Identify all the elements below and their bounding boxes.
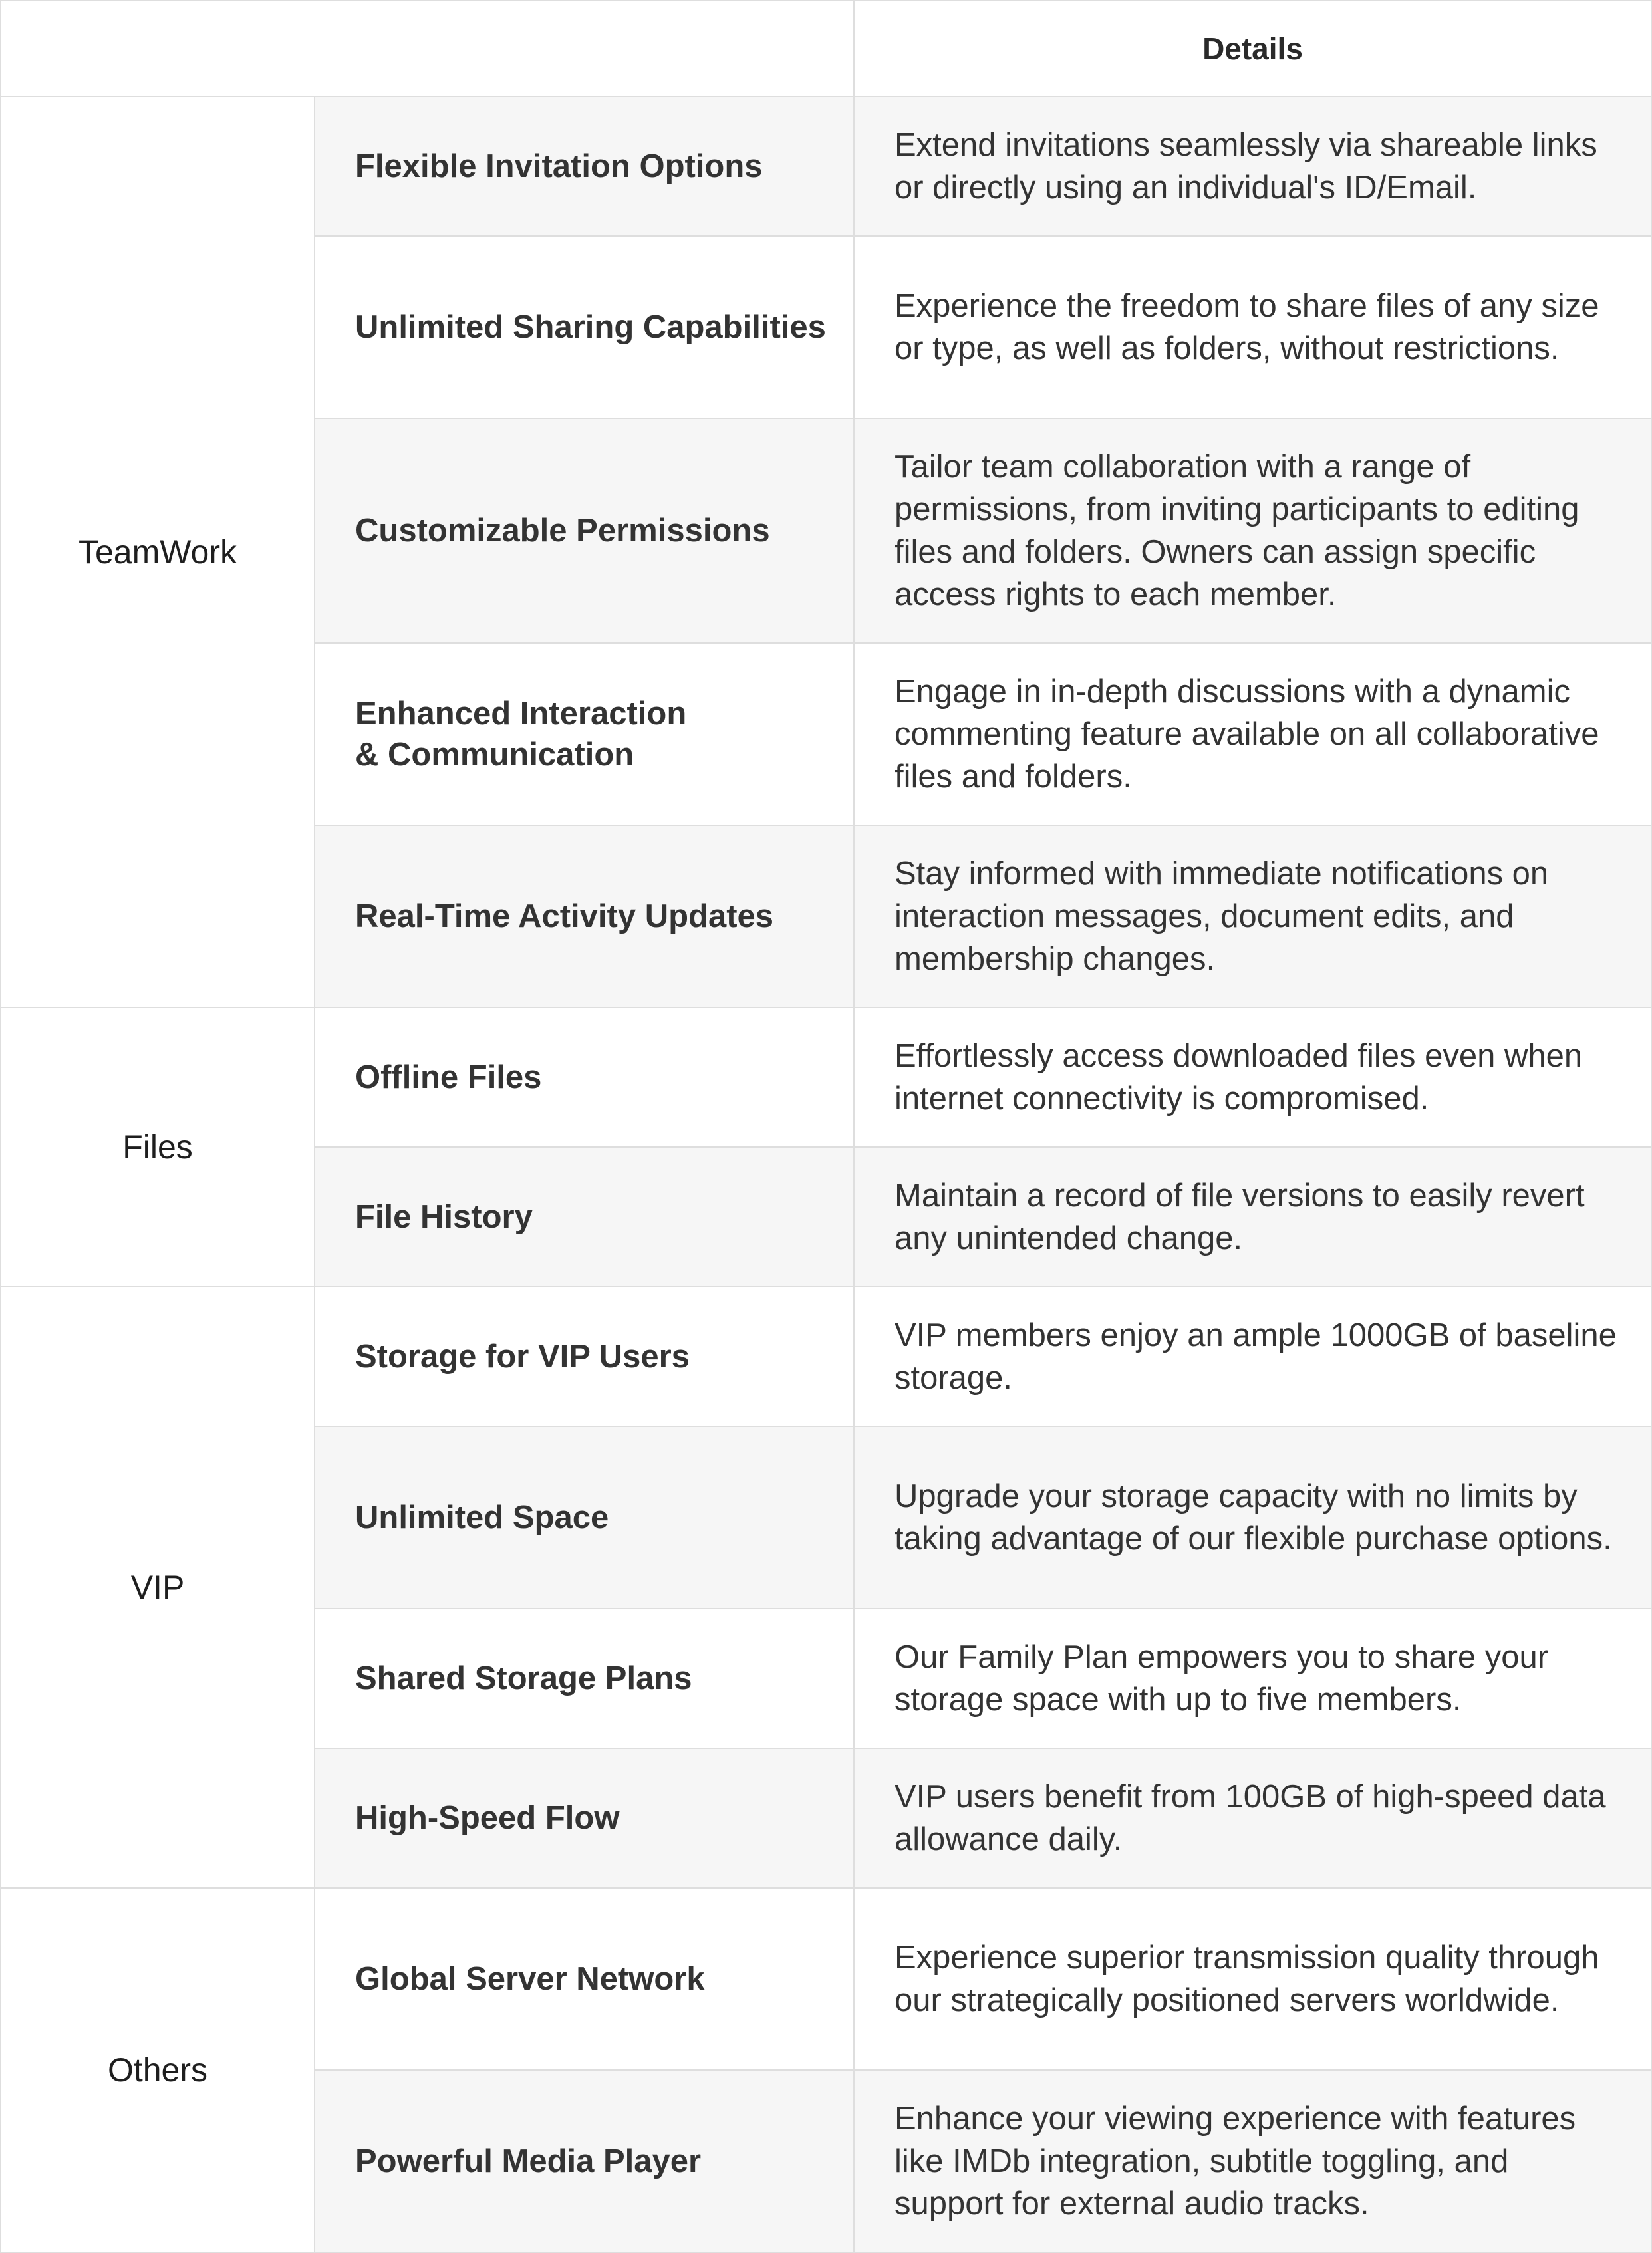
feature-name: File History [315, 1147, 854, 1287]
feature-name: Flexible Invitation Options [315, 96, 854, 236]
feature-details: VIP users benefit from 100GB of high-speed data allowance daily. [854, 1748, 1651, 1888]
category-files: Files [1, 1007, 315, 1287]
category-vip: VIP [1, 1287, 315, 1888]
feature-details: Effortlessly access downloaded files even when internet connectivity is compromised. [854, 1007, 1651, 1147]
table-header-row [1, 1, 1651, 96]
table-row [1, 1007, 1651, 1147]
feature-details: Extend invitations seamlessly via shareable links or directly using an individual's ID/Email. [854, 96, 1651, 236]
table-row [1, 1287, 1651, 1426]
feature-details: Enhance your viewing experience with features like IMDb integration, subtitle toggling, and support for external audio tracks. [854, 2070, 1651, 2252]
feature-name: Enhanced Interaction & Communication [315, 643, 854, 825]
feature-name: Powerful Media Player [315, 2070, 854, 2252]
table-row [1, 96, 1651, 236]
feature-details: Stay informed with immediate notifications on interaction messages, document edits, and membership changes. [854, 825, 1651, 1007]
feature-name: Unlimited Sharing Capabilities [315, 236, 854, 418]
feature-details: Engage in in-depth discussions with a dynamic commenting feature available on all collaborative files and folders. [854, 643, 1651, 825]
feature-details: Upgrade your storage capacity with no limits by taking advantage of our flexible purchase options. [854, 1426, 1651, 1609]
feature-name: High-Speed Flow [315, 1748, 854, 1888]
feature-name: Offline Files [315, 1007, 854, 1147]
feature-details: Our Family Plan empowers you to share your storage space with up to five members. [854, 1609, 1651, 1748]
feature-details: Maintain a record of file versions to easily revert any unintended change. [854, 1147, 1651, 1287]
category-others: Others [1, 1888, 315, 2252]
table-row [1, 1888, 1651, 2070]
feature-details: Experience the freedom to share files of any size or type, as well as folders, without restrictions. [854, 236, 1651, 418]
header-blank-cell [1, 1, 854, 96]
feature-name: Shared Storage Plans [315, 1609, 854, 1748]
header-details: Details [854, 1, 1651, 96]
feature-details: Tailor team collaboration with a range of permissions, from inviting participants to editing files and folders. Owners can assign specific access rights to each member. [854, 418, 1651, 643]
feature-name: Storage for VIP Users [315, 1287, 854, 1426]
category-teamwork: TeamWork [1, 96, 315, 1007]
feature-details: Experience superior transmission quality through our strategically positioned servers worldwide. [854, 1888, 1651, 2070]
feature-details: VIP members enjoy an ample 1000GB of baseline storage. [854, 1287, 1651, 1426]
feature-name: Customizable Permissions [315, 418, 854, 643]
feature-name: Unlimited Space [315, 1426, 854, 1609]
feature-name: Real-Time Activity Updates [315, 825, 854, 1007]
feature-name: Global Server Network [315, 1888, 854, 2070]
